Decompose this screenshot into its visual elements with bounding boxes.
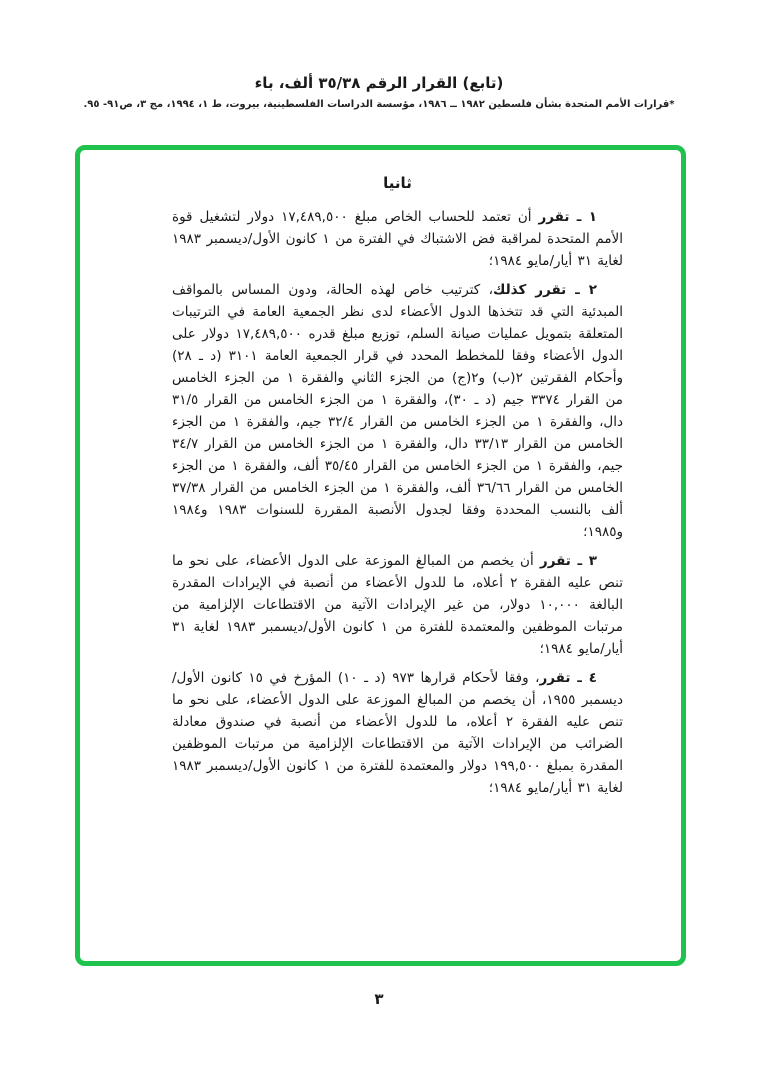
paragraph-lead: ٢ ـ تقرر كذلك bbox=[493, 282, 597, 298]
document-header bbox=[0, 0, 758, 110]
paragraph-lead: ٣ ـ تقرر bbox=[539, 553, 597, 569]
resolution-text bbox=[172, 206, 623, 799]
paragraph-lead: ٤ ـ تقرر bbox=[539, 670, 597, 686]
paragraph bbox=[172, 667, 623, 799]
page-number: ٣ bbox=[374, 990, 384, 1008]
section-heading: ثانيا bbox=[383, 174, 412, 192]
content-frame-inner bbox=[80, 150, 681, 816]
source-citation: *قرارات الأمم المتحدة بشأن فلسطين ١٩٨٢ ــ ١٩٨٦، مؤسسة الدراسات الفلسطينية، بيروت، ط ١، ١٩٩٤، مج ٣، ص٩١- ٩٥. bbox=[83, 99, 675, 110]
paragraph bbox=[172, 550, 623, 660]
paragraph bbox=[172, 279, 623, 543]
paragraph-body: أن تعتمد للحساب الخاص مبلغ ١٧,٤٨٩,٥٠٠ دولار لتشغيل قوة الأمم المتحدة لمراقبة فض الاشتباك في الفترة من ١ كانون الأول/ديسمبر ١٩٨٣ لغاية ٣١ أيار/مايو ١٩٨٤؛ bbox=[172, 209, 623, 269]
paragraph-body: ، وفقا لأحكام قرارها ٩٧٣ (د ـ ١٠) المؤرخ في ١٥ كانون الأول/ديسمبر ١٩٥٥، أن يخصم من المبالغ الموزعة على الدول الأعضاء، على نحو ما تنص عليه الفقرة ٢ أعلاه، ما للدول الأعضاء من أنصبة في صندوق معادلة الضرائب من الإيرادات الآتية من الاقتطاعات الإلزامية من مرتبات الموظفين المقدرة بمبلغ ١٩٩,٥٠٠ دولار والمعتمدة للفترة من ١ كانون الأول/ديسمبر ١٩٨٣ لغاية ٣١ أيار/مايو ١٩٨٤؛ bbox=[172, 670, 623, 796]
document-title: (تابع) القرار الرقم ٣٥/٣٨ ألف، باء bbox=[254, 74, 504, 92]
paragraph bbox=[172, 206, 623, 272]
paragraph-body: أن يخصم من المبالغ الموزعة على الدول الأعضاء، على نحو ما تنص عليه الفقرة ٢ أعلاه، ما للدول الأعضاء من أنصبة في الإيرادات المقدرة البالغة ١٠,٠٠٠ دولار، من غير الإيرادات الآتية من الاقتطاعات الإلزامية من مرتبات الموظفين والمعتمدة للفترة من ١ كانون الأول/ديسمبر ١٩٨٣ لغاية ٣١ أيار/مايو ١٩٨٤؛ bbox=[172, 553, 623, 657]
paragraph-body: ، كترتيب خاص لهذه الحالة، ودون المساس بالمواقف المبدئية التي قد تتخذها الدول الأعضاء لدى نظر الجمعية العامة في الترتيبات المتعلقة بتمويل عمليات صيانة السلم، توزيع مبلغ قدره ١٧,٤٨٩,٥٠٠ دولار على الدول الأعضاء وفقا للمخطط المحدد في قرار الجمعية العامة ٣١٠١ (د ـ ٢٨) وأحكام الفقرتين ٢(ب) و٢(ج) من الجزء الثاني والفقرة ١ من الجزء الخامس من القرار ٣٣٧٤ جيم (د ـ ٣٠)، والفقرة ١ من الجزء الخامس من القرار ٣١/٥ دال، والفقرة ١ من الجزء الخامس من القرار ٣٢/٤ جيم، والفقرة ١ من الجزء الخامس من القرار ٣٣/١٣ دال، والفقرة ١ من الجزء الخامس من القرار ٣٤/٧ جيم، والفقرة ١ من الجزء الخامس من القرار ٣٥/٤٥ ألف، والفقرة ١ من الجزء الخامس من القرار ٣٦/٦٦ ألف، والفقرة ١ من الجزء الخامس من القرار ٣٧/٣٨ ألف بالنسب المحددة وفقا لجدول الأنصبة المقررة للسنوات ١٩٨٣ و١٩٨٤ و١٩٨٥؛ bbox=[172, 282, 624, 540]
content-frame bbox=[75, 145, 686, 966]
paragraph-lead: ١ ـ تقرر bbox=[538, 209, 597, 225]
